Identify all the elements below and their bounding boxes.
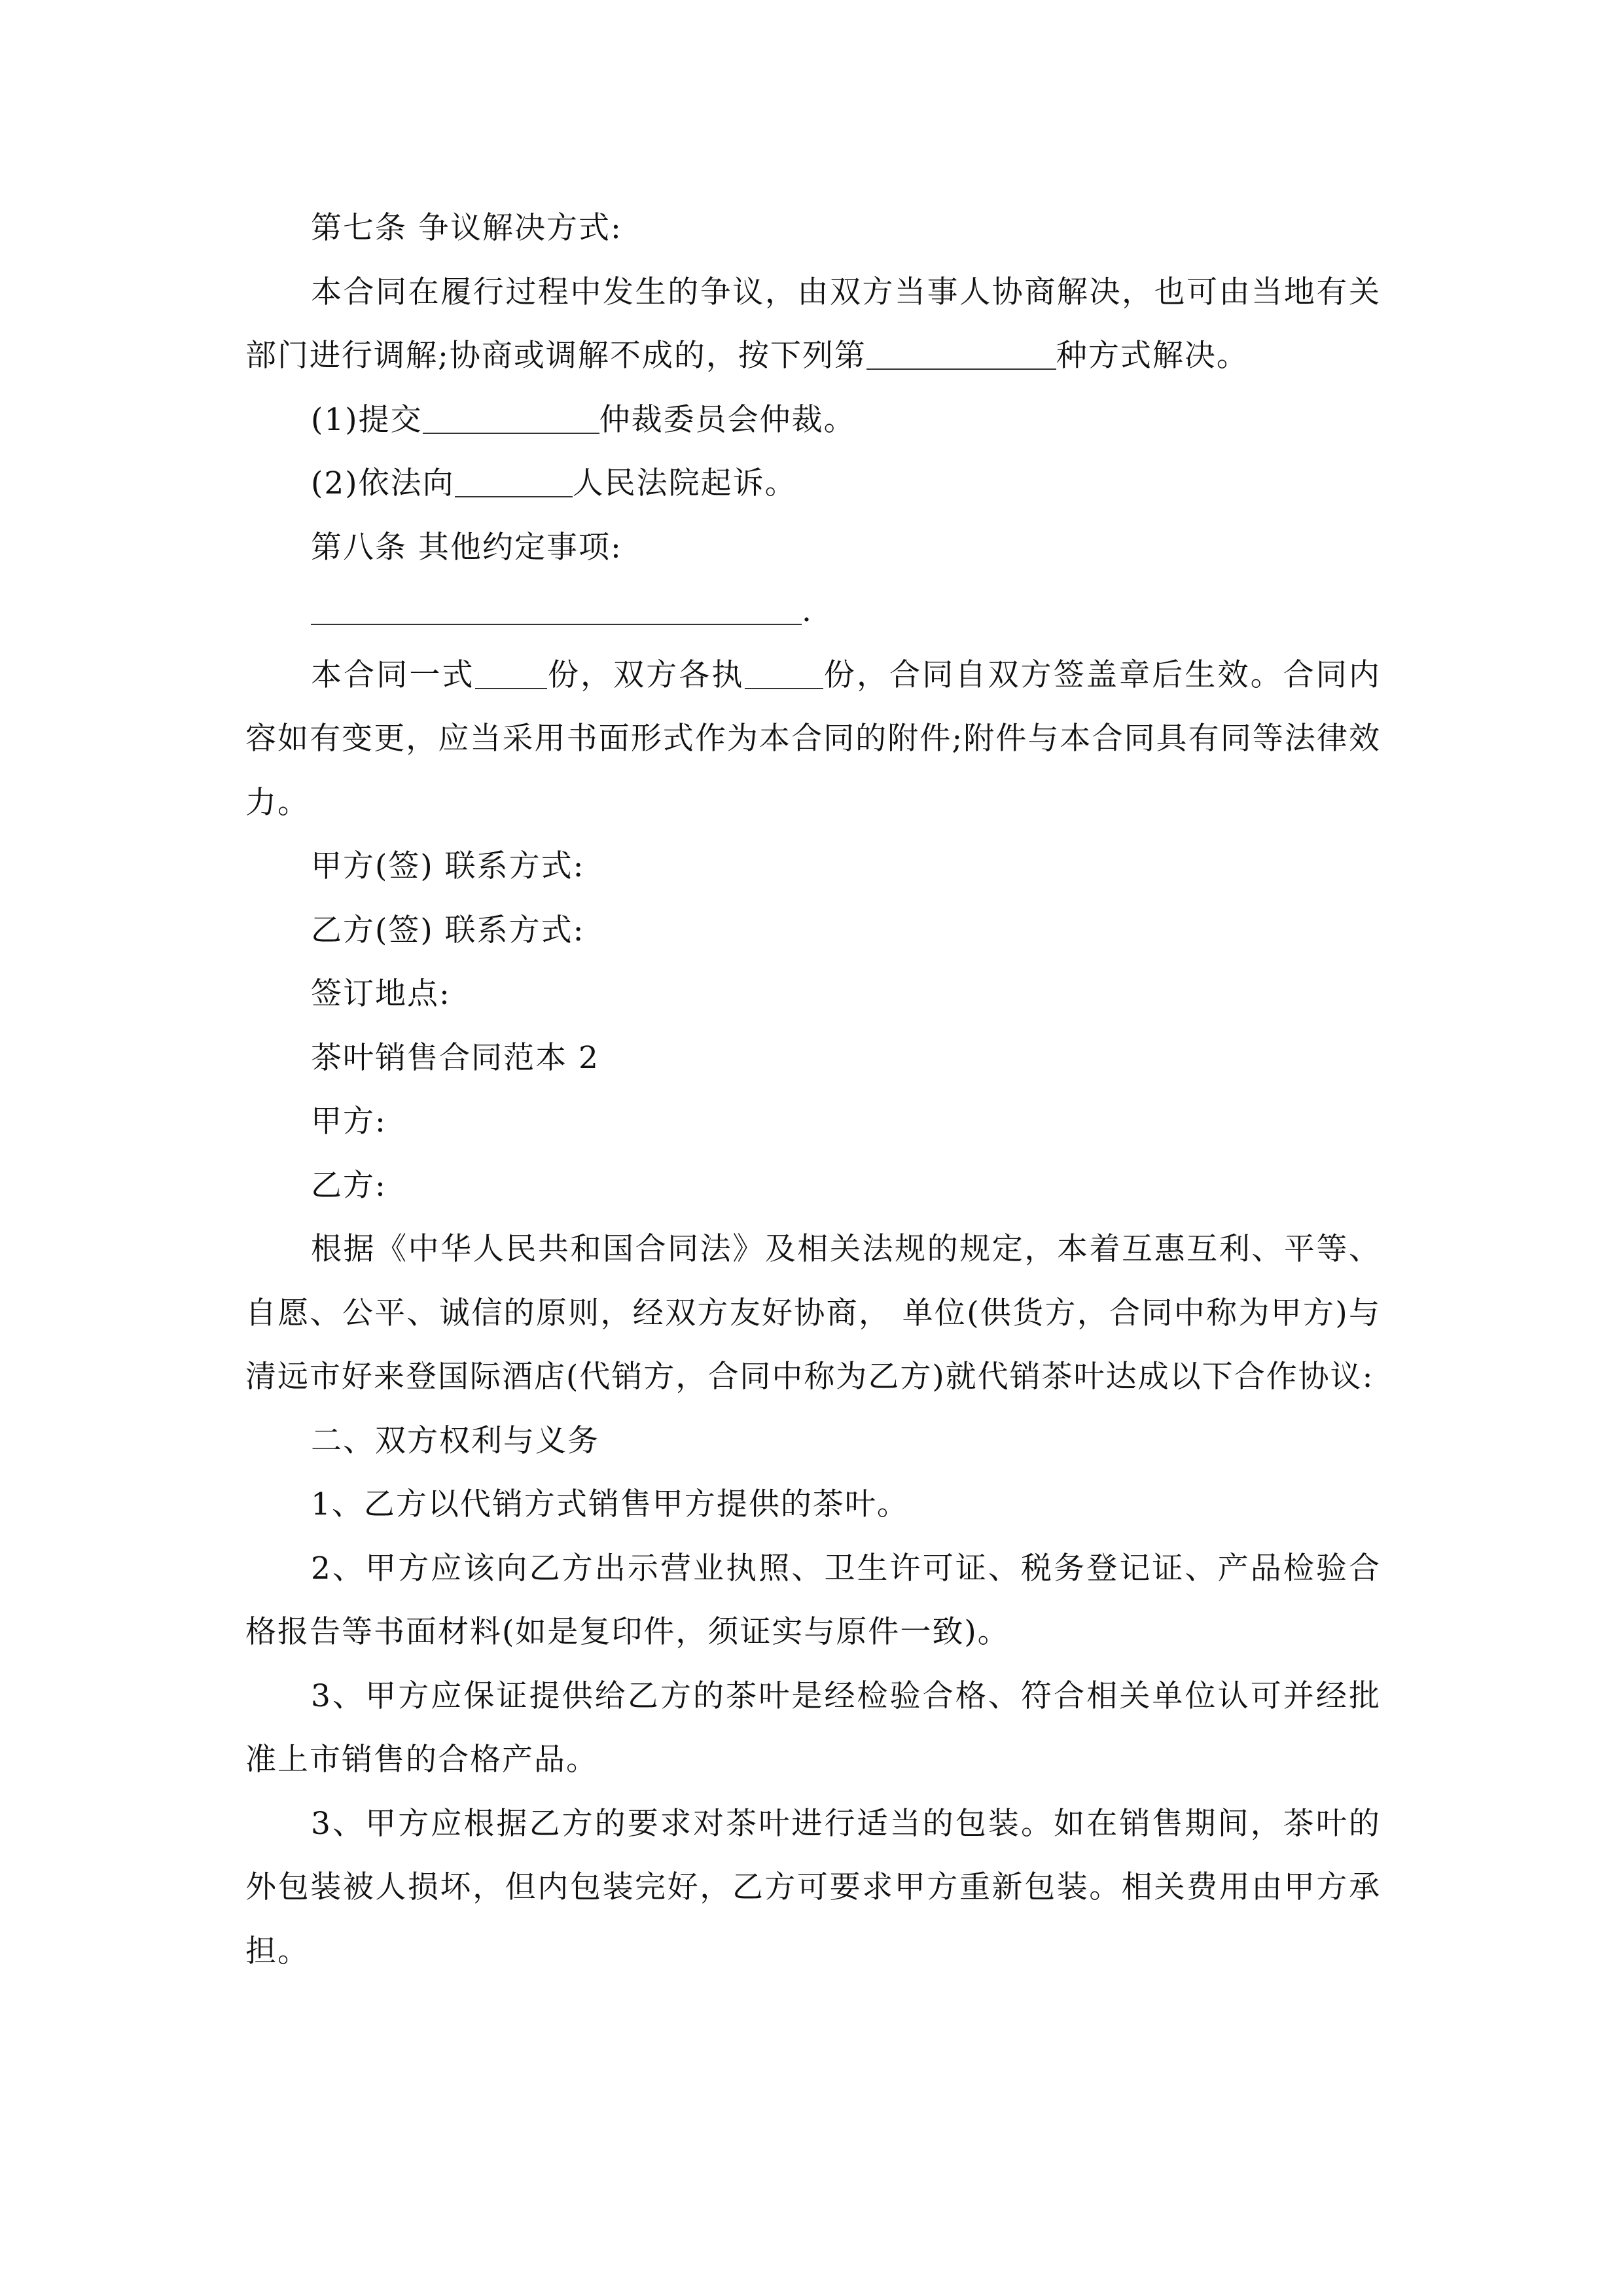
blank-line [745, 657, 823, 689]
blank-line [423, 402, 599, 434]
blank-line [455, 465, 573, 497]
signing-place: 签订地点: [311, 976, 451, 1012]
copies-paragraph: 本合同一式 份，双方各执 份，合同自双方签盖章后生效。合同内容如有变更，应当采用书面形式作为本合同的附件;附件与本合同具有同等法律效力。 [245, 656, 1382, 821]
blank-line [475, 657, 547, 689]
template-2-title: 茶叶销售合同范本 2 [311, 1039, 599, 1076]
item-3a: 3、甲方应保证提供给乙方的茶叶是经检验合格、符合相关单位认可并经批准上市销售的合格产品。 [245, 1677, 1381, 1778]
party-b-label: 乙方: [311, 1167, 387, 1204]
section-2-title: 二、双方权利与义务 [311, 1422, 599, 1459]
option-2: (2)依法向 人民法院起诉。 [311, 465, 797, 501]
blank-line [866, 338, 1056, 370]
article-8-title: 第八条 其他约定事项: [311, 529, 622, 565]
party-a-signature: 甲方(签) 联系方式: [311, 848, 585, 884]
item-3b: 3、甲方应根据乙方的要求对茶叶进行适当的包装。如在销售期间，茶叶的外包装被人损坏，但内包装完好，乙方可要求甲方重新包装。相关费用由甲方承担。 [245, 1805, 1381, 1969]
option-1: (1)提交 仲裁委员会仲裁。 [311, 401, 856, 438]
party-a-label: 甲方: [311, 1103, 387, 1139]
article-7-body: 本合同在履行过程中发生的争议，由双方当事人协商解决，也可由当地有关部门进行调解;协商或调解不成的，按下列第 种方式解决。 [245, 274, 1381, 374]
blank-line [311, 593, 802, 625]
contract-text [245, 196, 1381, 1983]
article-8-blank: . [245, 579, 1381, 643]
item-1: 1、乙方以代销方式销售甲方提供的茶叶。 [311, 1486, 909, 1522]
party-b-signature: 乙方(签) 联系方式: [311, 912, 585, 948]
item-2: 2、甲方应该向乙方出示营业执照、卫生许可证、税务登记证、产品检验合格报告等书面材料(如是复印件，须证实与原件一致)。 [245, 1550, 1381, 1650]
preamble-paragraph: 根据《中华人民共和国合同法》及相关法规的规定，本着互惠互利、平等、自愿、公平、诚信的原则，经双方友好协商， 单位(供货方，合同中称为甲方)与清远市好来登国际酒店(代销方，合同中称为乙方)就代销茶叶达成以下合作协议: [245, 1231, 1381, 1395]
article-7-title: 第七条 争议解决方式: [311, 210, 622, 246]
